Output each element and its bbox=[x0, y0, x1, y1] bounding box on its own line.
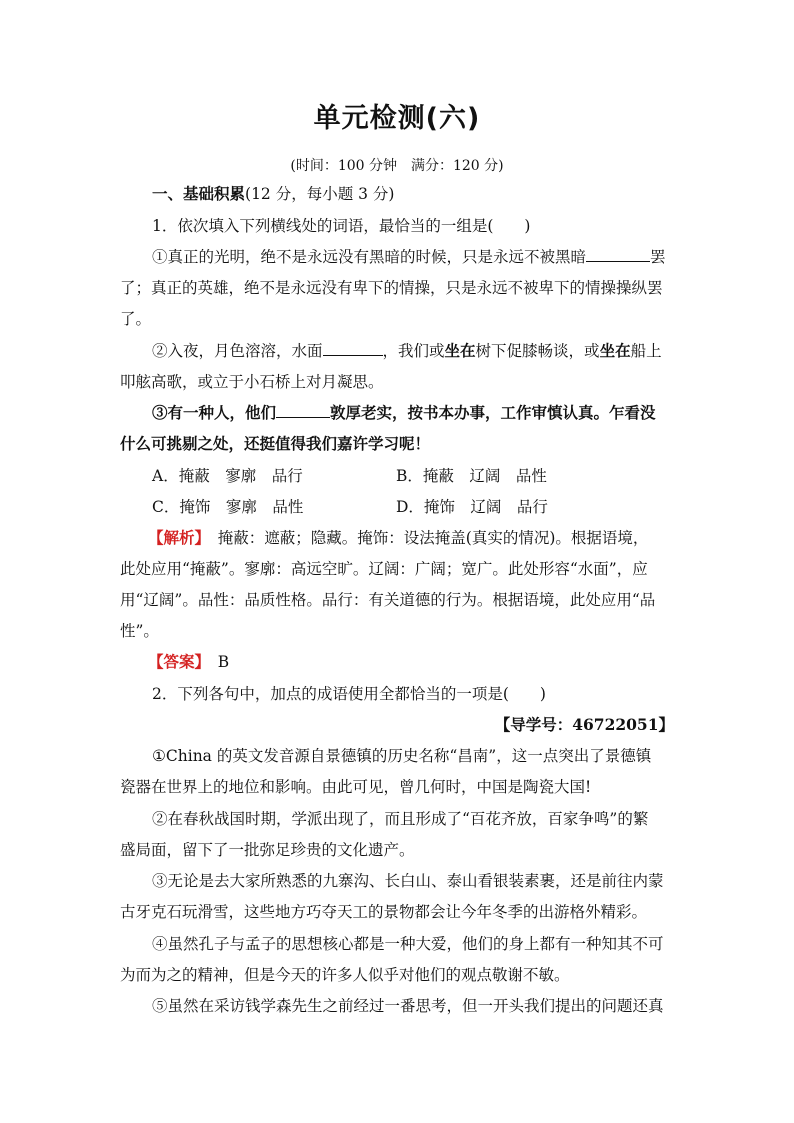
section-note: (12 分，每小题 3 分) bbox=[245, 185, 395, 203]
text-segment: 船上 bbox=[630, 342, 662, 360]
analysis-line-1 bbox=[148, 528, 648, 548]
q1-sentence-1-line-2: 了；真正的英雄，绝不是永远没有卑下的情操，只是永远不被卑下的情操操纵罢 bbox=[120, 279, 663, 297]
text-segment: ，我们或 bbox=[382, 342, 445, 360]
analysis-line-2: 此处应用“掩蔽”。寥廓：高远空旷。辽阔：广阔；宽广。此处形容“水面”，应 bbox=[120, 560, 648, 578]
answer-value: B bbox=[217, 653, 230, 671]
q1-sentence-1-line-3: 了。 bbox=[120, 310, 152, 328]
section-heading bbox=[152, 184, 394, 204]
q2-sentence-4-line-1: ④虽然孔子与孟子的思想核心都是一种大爱，他们的身上都有一种知其不可 bbox=[152, 935, 664, 953]
q1-sentence-3-line-1 bbox=[152, 403, 656, 423]
fill-blank bbox=[586, 247, 650, 262]
exam-info: (时间：100 分钟 满分：120 分) bbox=[290, 158, 504, 174]
emphasized-text: 坐在 bbox=[444, 341, 476, 360]
q2-sentence-2-line-1: ②在春秋战国时期，学派出现了，而且形成了“百花齐放，百家争鸣”的繁 bbox=[152, 810, 649, 828]
q2-sentence-3-line-2: 古牙克石玩滑雪，这些地方巧夺天工的景物都会让今年冬季的出游格外精彩。 bbox=[120, 903, 648, 921]
analysis-tag: 【解析】 bbox=[148, 529, 203, 547]
text-segment: 罢 bbox=[650, 248, 666, 266]
analysis-text: 掩蔽：遮蔽；隐藏。掩饰：设法掩盖(真实的情况)。根据语境， bbox=[217, 529, 649, 547]
option-c: C．掩饰 寥廓 品性 bbox=[152, 498, 304, 516]
page-title: 单元检测(六) bbox=[313, 103, 481, 134]
text-segment: ③有一种人，他们 bbox=[152, 403, 277, 422]
q2-sentence-2-line-2: 盛局面，留下了一批弥足珍贵的文化遗产。 bbox=[120, 841, 415, 859]
question-2-stem: 2．下列各句中，加点的成语使用全都恰当的一项是( ) bbox=[152, 685, 546, 703]
analysis-line-3: 用“辽阔”。品性：品质性格。品行：有关道德的行为。根据语境，此处应用“品 bbox=[120, 591, 656, 609]
q1-sentence-3-line-2: 什么可挑剔之处，还挺值得我们嘉许学习呢！ bbox=[120, 434, 431, 453]
q2-sentence-1-line-2: 瓷器在世界上的地位和影响。由此可见，曾几何时，中国是陶瓷大国! bbox=[120, 778, 592, 796]
emphasized-text: 坐在 bbox=[599, 341, 631, 360]
q1-sentence-1-line-1 bbox=[152, 247, 666, 267]
analysis-line-4: 性”。 bbox=[120, 622, 159, 640]
section-title: 一、基础积累 bbox=[152, 185, 246, 203]
text-segment: ②入夜，月色溶溶，水面 bbox=[152, 342, 323, 360]
answer-tag: 【答案】 bbox=[148, 653, 203, 671]
q2-sentence-4-line-2: 为而为之的精神，但是今天的许多人似乎对他们的观点敬谢不敏。 bbox=[120, 966, 570, 984]
question-1-stem: 1．依次填入下列横线处的词语，最恰当的一组是( ) bbox=[152, 217, 531, 235]
text-segment: ①真正的光明，绝不是永远没有黑暗的时候，只是永远不被黑暗 bbox=[152, 248, 587, 266]
q2-sentence-3-line-1: ③无论是去大家所熟悉的九寨沟、长白山、泰山看银装素裹，还是前往内蒙 bbox=[152, 872, 664, 890]
option-d: D．掩饰 辽阔 品行 bbox=[396, 498, 548, 516]
fill-blank bbox=[323, 341, 383, 356]
option-b: B．掩蔽 辽阔 品性 bbox=[396, 467, 547, 485]
text-segment: 树下促膝畅谈，或 bbox=[475, 342, 600, 360]
q1-sentence-2-line-1 bbox=[152, 341, 662, 361]
q2-sentence-5-line-1: ⑤虽然在采访钱学森先生之前经过一番思考，但一开头我们提出的问题还真 bbox=[152, 997, 664, 1015]
q1-sentence-2-line-2: 叩舷高歌，或立于小石桥上对月凝思。 bbox=[120, 373, 384, 391]
guide-number: 【导学号：46722051】 bbox=[494, 715, 674, 734]
fill-blank bbox=[276, 403, 330, 418]
text-segment: 敦厚老实，按书本办事，工作审慎认真。乍看没 bbox=[330, 403, 656, 422]
option-a: A．掩蔽 寥廓 品行 bbox=[152, 467, 303, 485]
answer-line bbox=[148, 652, 229, 672]
q2-sentence-1-line-1: ①China 的英文发音源自景德镇的历史名称“昌南”，这一点突出了景德镇 bbox=[152, 747, 652, 765]
